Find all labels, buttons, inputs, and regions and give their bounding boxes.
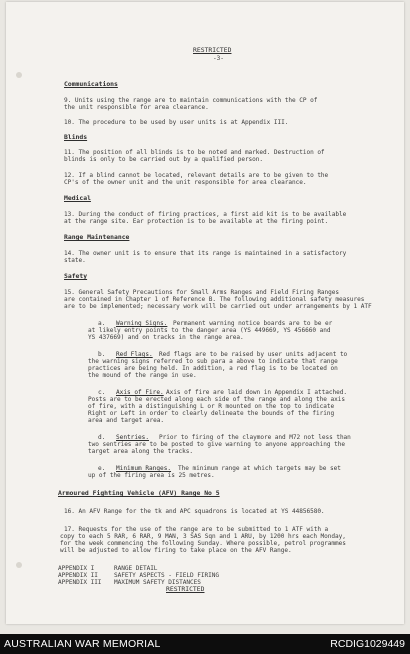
page-number: -3- — [213, 55, 224, 62]
subpara-e-line-2: up of the firing area is 25 metres. — [88, 472, 215, 479]
paragraph-15-line-1: 15. General Safety Precautions for Small Arms Ranges and Field Firing Ranges — [64, 289, 340, 296]
archive-institution: AUSTRALIAN WAR MEMORIAL — [4, 638, 161, 650]
paragraph-11-line-1: 11. The position of all blinds is to be noted and marked. Destruction of — [64, 149, 325, 156]
paragraph-12-line-1: 12. If a blind cannot be located, relevant details are to be given to the — [64, 172, 329, 179]
classification-header: RESTRICTED — [193, 46, 232, 54]
subpara-c-line-3: of fire, with a distinguishing L or R mounted on the top to indicate — [88, 403, 335, 410]
paragraph-17-line-4: will be adjusted to allow firing to take place on the AFV Range. — [60, 547, 292, 554]
paragraph-14-line-2: state. — [64, 257, 86, 264]
appendix-3-id: APPENDIX III — [58, 579, 102, 586]
paragraph-17-line-2: copy to each 5 RAR, 6 RAR, 9 MAN, 3 SAS Sqn and 1 ARU, by 1200 hrs each Monday, — [60, 533, 346, 540]
subpara-d-label: d. — [98, 434, 106, 441]
subpara-b-line-4: the mound of the range in use. — [88, 372, 197, 379]
subpara-c-label: c. — [98, 389, 106, 396]
appendix-1-title: RANGE DETAIL — [114, 565, 158, 572]
section-heading-communications: Communications — [64, 80, 118, 88]
appendix-3-title: MAXIMUM SAFETY DISTANCES — [114, 579, 201, 586]
archive-reference: RCDIG1029449 — [330, 638, 405, 650]
document-page — [6, 2, 404, 624]
paragraph-14-line-1: 14. The owner unit is to ensure that its range is maintained in a satisfactory — [64, 250, 347, 257]
paragraph-16: 16. An AFV Range for the tk and APC squadrons is located at YS 44856580. — [64, 508, 325, 515]
subpara-d-line-3: target area along the tracks. — [88, 448, 193, 455]
paragraph-15-line-2: are contained in Chapter 1 of Reference B. The following additional safety measures — [64, 296, 365, 303]
section-heading-safety: Safety — [64, 272, 88, 280]
archive-footer-bar — [0, 634, 410, 654]
subpara-c-line-4: Right or Left in order to clearly delineate the bounds of the firing — [88, 410, 335, 417]
subpara-e-label: e. — [98, 465, 106, 472]
subpara-c-title: Axis of Fire. — [116, 389, 164, 396]
subpara-a-label: a. — [98, 320, 106, 327]
punch-hole — [16, 562, 22, 568]
subpara-b-label: b. — [98, 351, 106, 358]
paragraph-13-line-2: at the range site. Ear protection is to be available at the firing point. — [64, 218, 329, 225]
subpara-c-line-5: area and target area. — [88, 417, 164, 424]
paragraph-9-line-1: 9. Units using the range are to maintain communications with the CP of — [64, 97, 318, 104]
section-heading-blinds: Blinds — [64, 133, 88, 141]
subpara-d-line-1: Prior to firing of the claymore and M72 not less than — [159, 434, 351, 441]
section-heading-medical: Medical — [64, 194, 91, 202]
subpara-c-line-2: Posts are to be erected along each side of the range and along the axis — [88, 396, 345, 403]
paragraph-17-line-3: for the week commencing the following Sunday. Where possible, petrol programmes — [60, 540, 346, 547]
subpara-b-line-2: the warning signs referred to sub para a above to indicate that range — [88, 358, 338, 365]
punch-hole — [16, 72, 22, 78]
paragraph-11-line-2: blinds is only to be carried out by a qualified person. — [64, 156, 264, 163]
subpara-b-line-3: practices are being held. In addition, a red flag is to be located on — [88, 365, 338, 372]
subpara-b-line-1: Red flags are to be raised by user units adjacent to — [159, 351, 348, 358]
subpara-e-title: Minimum Ranges. — [116, 465, 172, 472]
subpara-a-line-2: at likely entry points to the danger area (YS 449669, YS 456660 and — [88, 327, 331, 334]
paragraph-13-line-1: 13. During the conduct of firing practices, a first aid kit is to be available — [64, 211, 347, 218]
paragraph-9-line-2: the unit responsible for area clearance. — [64, 104, 209, 111]
appendix-1-id: APPENDIX I — [58, 565, 95, 572]
subpara-e-line-1: The minimum range at which targets may be set — [178, 465, 341, 472]
subpara-a-line-3: YS 437669) and on tracks in the range area. — [88, 334, 244, 341]
appendix-2-title: SAFETY ASPECTS - FIELD FIRING — [114, 572, 219, 579]
subpara-d-title: Sentries. — [116, 434, 150, 441]
section-heading-afv-range: Armoured Fighting Vehicle (AFV) Range No 5 — [58, 489, 220, 497]
subpara-d-line-2: two sentries are to be posted to give warning to anyone approaching the — [88, 441, 345, 448]
section-heading-range-maintenance: Range Maintenance — [64, 233, 130, 241]
paragraph-12-line-2: CP's of the owner unit and the unit responsible for area clearance. — [64, 179, 307, 186]
paragraph-10: 10. The procedure to be used by user units is at Appendix III. — [64, 119, 289, 126]
subpara-a-line-1: Permanent warning notice boards are to be er — [173, 320, 333, 327]
classification-footer: RESTRICTED — [166, 585, 205, 593]
subpara-a-title: Warning Signs. — [116, 320, 168, 327]
subpara-b-title: Red Flags. — [116, 351, 153, 358]
subpara-c-line-1: Axis of fire are laid down in Appendix I attached. — [166, 389, 347, 396]
paragraph-17-line-1: 17. Requests for the use of the range are to be submitted to 1 ATF with a — [64, 526, 329, 533]
paragraph-15-line-3: are to be implemented; necessary work will be carried out under arrangements by 1 ATF — [64, 303, 372, 310]
appendix-2-id: APPENDIX II — [58, 572, 98, 579]
